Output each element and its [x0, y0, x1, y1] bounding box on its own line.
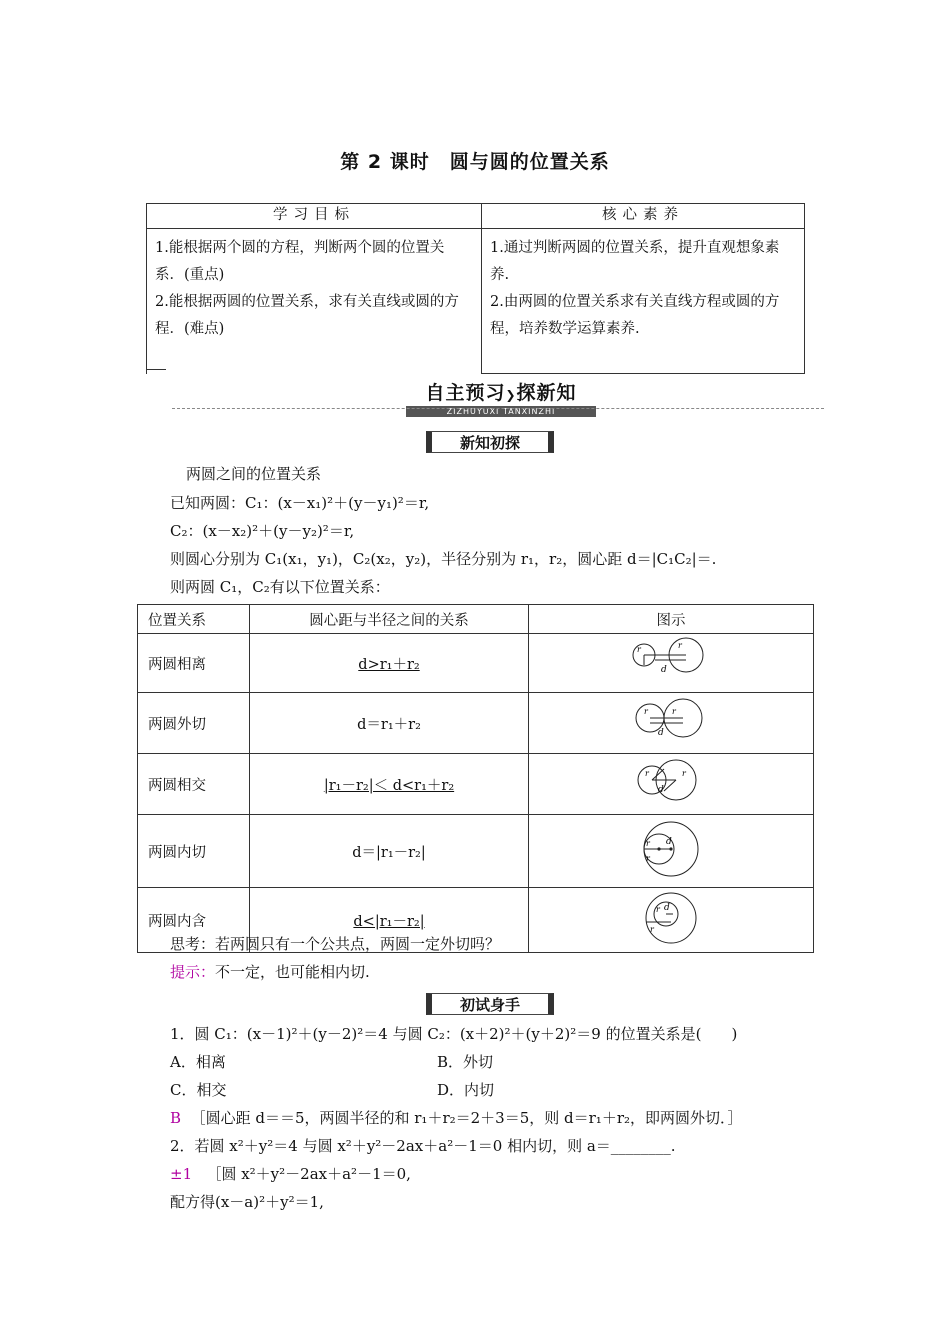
- diagram-external-tangent: [529, 693, 814, 754]
- diagram-separate: [529, 634, 814, 693]
- svg-text:r: r: [646, 839, 650, 848]
- banner-main: 自主预习: [425, 382, 506, 404]
- svg-text:r: r: [645, 769, 649, 778]
- svg-text:r: r: [637, 645, 641, 654]
- q2-explanation: ［圆 x²＋y²－2ax＋a²－1＝0,: [206, 1165, 411, 1183]
- literacy-item: 2.由两圆的位置关系求有关直线方程或圆的方程，培养数学运算素养.: [490, 294, 780, 337]
- relation-header: 图示: [529, 605, 814, 634]
- q1-option-b: B．外切: [437, 1053, 494, 1071]
- relation-condition: |r₁－r₂|＜ d<r₁＋r₂: [250, 754, 529, 815]
- section-tag-first-try: 初试身手: [426, 993, 554, 1015]
- hint-label: 提示：: [170, 963, 216, 981]
- question-2: 2．若圆 x²＋y²＝4 与圆 x²＋y²－2ax＋a²－1＝0 相内切，则 a＝________.: [170, 1137, 676, 1155]
- goals-table: [146, 203, 805, 374]
- q1-option-c: C．相交: [170, 1081, 227, 1099]
- svg-text:r: r: [678, 641, 682, 650]
- hint-text: 不一定，也可能相内切.: [215, 963, 370, 981]
- relation-header: 圆心距与半径之间的关系: [250, 605, 529, 634]
- relation-name: 两圆内含: [138, 888, 250, 953]
- svg-text:r: r: [644, 707, 648, 716]
- q2-answer: ±1: [170, 1165, 193, 1183]
- svg-text:r: r: [682, 769, 686, 778]
- svg-text:r: r: [646, 854, 650, 863]
- relation-condition: d<|r₁－r₂|: [250, 888, 529, 953]
- svg-text:r: r: [672, 707, 676, 716]
- goals-header-right: 核心素养: [482, 204, 805, 229]
- q2-answer-line: [170, 1163, 411, 1185]
- intro-heading: 两圆之间的位置关系: [186, 465, 322, 483]
- think-question: 思考：若两圆只有一个公共点，两圆一定外切吗？: [170, 935, 501, 953]
- q1-option-a: A．相离: [170, 1053, 226, 1071]
- q1-answer: B: [170, 1109, 182, 1127]
- svg-text:d: d: [661, 665, 667, 675]
- q1-explanation: ［圆心距 d＝＝5，两圆半径的和 r₁＋r₂＝2＋3＝5，则 d＝r₁＋r₂，即两圆外切．］: [190, 1109, 743, 1127]
- relation-name: 两圆内切: [138, 815, 250, 888]
- dashed-divider: [172, 408, 824, 409]
- svg-text:d: d: [666, 837, 672, 847]
- svg-text:r: r: [656, 905, 660, 914]
- literacy-item: 1.通过判断两圆的位置关系，提升直观想象素养.: [490, 240, 780, 283]
- relation-condition: d＝r₁＋r₂: [250, 693, 529, 754]
- banner-arrow-icon: ❯: [505, 388, 517, 402]
- q1-option-d: D．内切: [437, 1081, 495, 1099]
- svg-text:d: d: [658, 785, 664, 795]
- intro-line: C₂：(x－x₂)²＋(y－y₂)²＝r,: [170, 522, 355, 540]
- diagram-contained: [529, 888, 814, 953]
- page-title: 第 2 课时 圆与圆的位置关系: [340, 151, 610, 173]
- svg-text:d: d: [664, 903, 670, 913]
- table-underline: [146, 369, 166, 370]
- relation-condition: d>r₁＋r₂: [250, 634, 529, 693]
- hint-line: [170, 961, 370, 983]
- diagram-internal-tangent: [529, 815, 814, 888]
- goal-item: 2.能根据两圆的位置关系，求有关直线或圆的方程．(难点): [155, 294, 459, 337]
- relation-header: 位置关系: [138, 605, 250, 634]
- section-tag-new-knowledge: 新知初探: [426, 431, 554, 453]
- relation-table: [137, 604, 814, 953]
- diagram-intersect: [529, 754, 814, 815]
- svg-text:d: d: [658, 728, 664, 738]
- banner-subtitle: ZIZHUYUXI TANXINZHI: [406, 406, 596, 417]
- goal-item: 1.能根据两个圆的方程，判断两个圆的位置关系．(重点): [155, 240, 445, 283]
- relation-name: 两圆相交: [138, 754, 250, 815]
- banner-main-2: 探新知: [516, 382, 577, 404]
- goals-header-left: 学习目标: [147, 204, 482, 229]
- relation-name: 两圆相离: [138, 634, 250, 693]
- relation-name: 两圆外切: [138, 693, 250, 754]
- goals-left-cell: [147, 229, 482, 374]
- question-1: 1．圆 C₁：(x－1)²＋(y－2)²＝4 与圆 C₂：(x＋2)²＋(y＋2)²＝9 的位置关系是( ): [170, 1025, 738, 1043]
- svg-text:r: r: [650, 925, 654, 934]
- goals-right-cell: [482, 229, 805, 374]
- q1-answer-line: [170, 1107, 743, 1129]
- relation-condition: d＝|r₁－r₂|: [250, 815, 529, 888]
- intro-line: 则圆心分别为 C₁(x₁，y₁)，C₂(x₂，y₂)，半径分别为 r₁，r₂，圆心距 d＝|C₁C₂|＝.: [170, 550, 717, 568]
- q2-explanation-2: 配方得(x－a)²＋y²＝1,: [170, 1193, 324, 1211]
- intro-line: 则两圆 C₁，C₂有以下位置关系：: [170, 578, 390, 596]
- intro-line: 已知两圆：C₁：(x－x₁)²＋(y－y₁)²＝r,: [170, 494, 430, 512]
